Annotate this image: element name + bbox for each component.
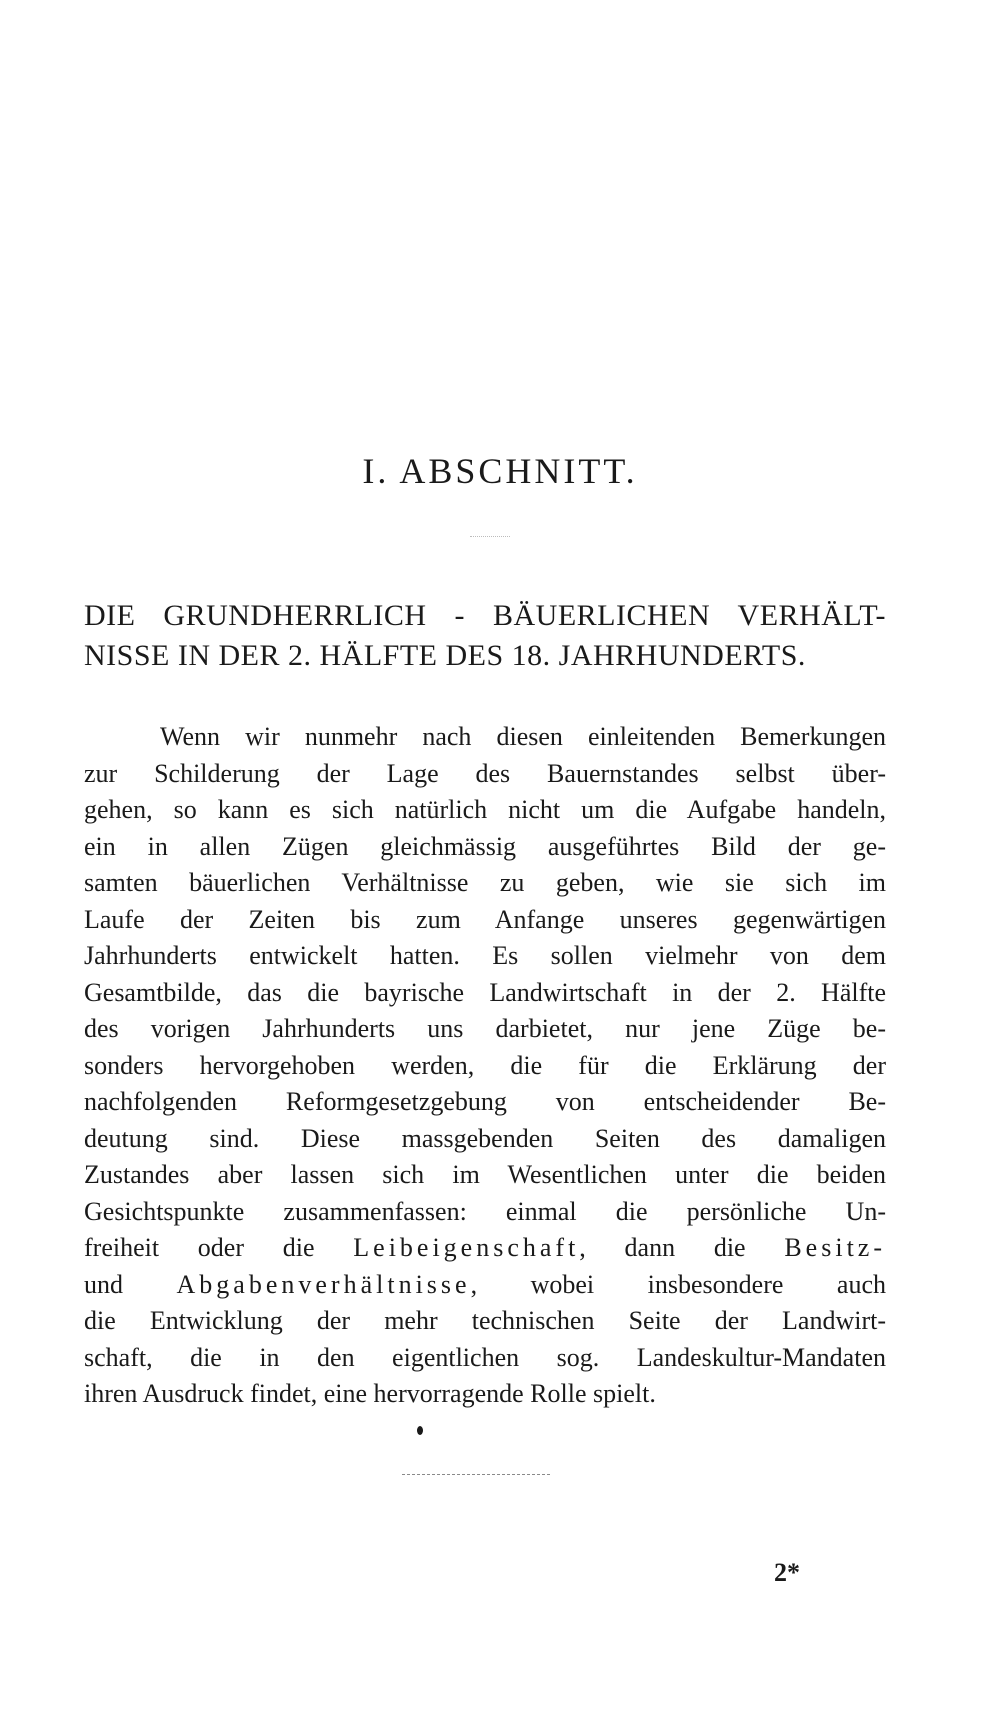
emphasized-term: Besitz- — [784, 1233, 886, 1262]
body-line: zur Schilderung der Lage des Bauernstandes selbst über- — [84, 758, 886, 788]
body-line: gehen, so kann es sich natürlich nicht um die Aufgabe handeln, — [84, 795, 886, 824]
body-line — [84, 1230, 886, 1267]
body-line: ein in allen Zügen gleichmässig ausgeführtes Bild der ge- — [84, 831, 886, 861]
body-paragraph — [84, 719, 886, 1413]
chapter-title-line: NISSE IN DER 2. HÄLFTE DES 18. JAHRHUNDERTS. — [84, 639, 806, 672]
body-text-run: und — [84, 1269, 177, 1299]
body-line: Gesamtbilde, das die bayrische Landwirtschaft in der 2. Hälfte — [84, 977, 886, 1007]
body-line: Gesichtspunkte zusammenfassen: einmal die persönliche Un- — [84, 1196, 886, 1226]
section-heading: I. ABSCHNITT. — [362, 451, 638, 491]
body-text-run: , wobei insbesondere auch — [470, 1269, 887, 1299]
body-line: Zustandes aber lassen sich im Wesentlichen unter die beiden — [84, 1160, 886, 1189]
section-end-rule — [402, 1474, 550, 1475]
body-line: Wenn wir nunmehr nach diesen einleitenden Bemerkungen — [160, 722, 886, 751]
body-text-run: , dann die — [579, 1233, 785, 1262]
emphasized-term: Abgabenverhältnisse — [176, 1269, 471, 1299]
chapter-title-line: DIE GRUNDHERRLICH - BÄUERLICHEN VERHÄLT- — [84, 599, 886, 632]
body-line — [84, 1267, 886, 1304]
body-line: deutung sind. Diese massgebenden Seiten des damaligen — [84, 1123, 886, 1153]
body-line: Laufe der Zeiten bis zum Anfange unseres gegenwärtigen — [84, 904, 886, 934]
body-line: sonders hervorgehoben werden, die für die Erklärung der — [84, 1050, 886, 1080]
page-number: 2* — [774, 1558, 800, 1587]
ornament-dots — [470, 536, 510, 539]
body-line: schaft, die in den eigentlichen sog. Landeskultur-Mandaten — [84, 1342, 886, 1372]
body-line: die Entwicklung der mehr technischen Seite der Landwirt- — [84, 1306, 886, 1335]
body-text-run: freiheit oder die — [84, 1233, 354, 1262]
body-line: nachfolgenden Reformgesetzgebung von entscheidender Be- — [84, 1087, 886, 1116]
body-line: Jahrhunderts entwickelt hatten. Es sollen vielmehr von dem — [84, 941, 886, 970]
body-line: ihren Ausdruck findet, eine hervorragende Rolle spielt. — [84, 1379, 656, 1408]
chapter-title — [84, 596, 886, 676]
body-line: samten bäuerlichen Verhältnisse zu geben, wie sie sich im — [84, 868, 886, 897]
ink-mark — [417, 1426, 423, 1435]
body-line: des vorigen Jahrhunderts uns darbietet, nur jene Züge be- — [84, 1014, 886, 1043]
emphasized-term: Leibeigenschaft — [353, 1233, 580, 1262]
